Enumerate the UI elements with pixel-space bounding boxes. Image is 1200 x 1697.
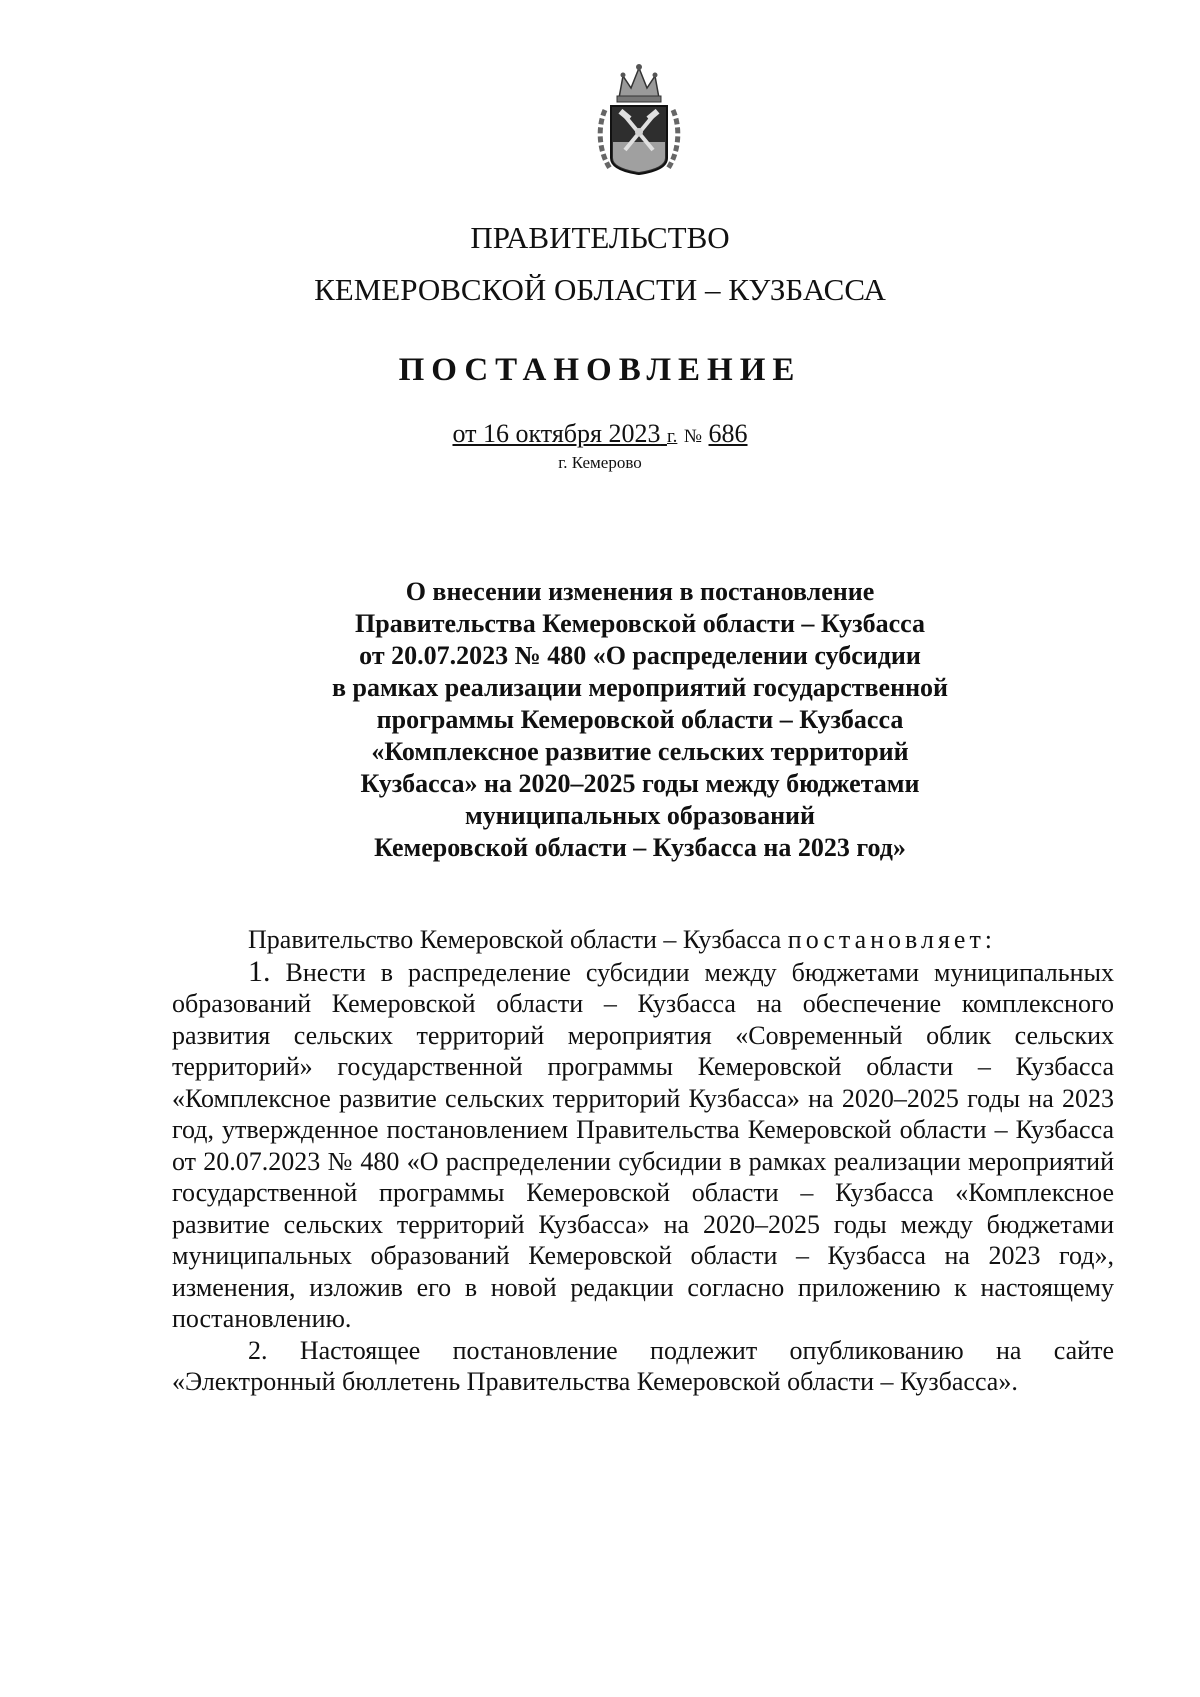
decree-city: г. Кемерово xyxy=(558,453,642,472)
item-1-paragraph xyxy=(172,956,1114,1335)
decree-date-number xyxy=(0,418,1200,453)
item-2-paragraph: 2. Настоящее постановление подлежит опубликованию на сайте «Электронный бюллетень Правительства Кемеровской области – Кузбасса». xyxy=(172,1335,1114,1396)
title-line: Правительства Кемеровской области – Кузбасса xyxy=(355,609,925,638)
title-line: О внесении изменения в постановление xyxy=(405,577,875,606)
decree-title xyxy=(200,576,1080,864)
title-line: Кузбасса» на 2020–2025 годы между бюджетами xyxy=(360,769,920,798)
decree-body xyxy=(172,924,1114,1398)
kuzbass-coat-of-arms-icon xyxy=(597,58,681,180)
intro-text: Правительство Кемеровской области – Кузбасса xyxy=(248,925,788,954)
document-type: ПОСТАНОВЛЕНИЕ xyxy=(398,352,802,388)
decree-number: 686 xyxy=(708,419,748,448)
item-1-text: Внести в распределение субсидии между бюджетами муниципальных образований Кемеровской области – Кузбасса на обеспечение комплексного развития сельских территорий мероприятия «Современный облик сельских территорий» государственной программы Кемеровской области – Кузбасса «Комплексное развитие сельских территорий Кузбасса» на 2020–2025 годы на 2023 год, утвержденное постановлением Правительства Кемеровской области – Кузбасса от 20.07.2023 № 480 «О распределении субсидии в рамках реализации мероприятий государственной программы Кемеровской области – Кузбасса «Комплексное развитие сельских территорий Кузбасса» на 2020–2025 годы между бюджетами муниципальных образований Кемеровской области – Кузбасса на 2023 год», изменения, изложив его в новой редакции согласно приложению к настоящему постановлению. xyxy=(172,957,1114,1333)
number-sign: № xyxy=(683,426,703,447)
item-1-number: 1. xyxy=(248,954,271,988)
title-line: от 20.07.2023 № 480 «О распределении субсидии xyxy=(359,641,921,670)
decree-date: от 16 октября 2023 xyxy=(452,419,661,448)
title-line: в рамках реализации мероприятий государственной xyxy=(331,673,949,702)
government-name-line2: КЕМЕРОВСКОЙ ОБЛАСТИ – КУЗБАССА xyxy=(314,272,886,307)
year-suffix: г. xyxy=(666,426,678,447)
title-line: программы Кемеровской области – Кузбасса xyxy=(376,705,904,734)
intro-paragraph xyxy=(172,924,1114,956)
title-line: «Комплексное развитие сельских территорий xyxy=(371,737,909,766)
intro-resolves: постановляет: xyxy=(787,925,997,954)
title-line: муниципальных образований xyxy=(464,801,816,830)
government-name-line1: ПРАВИТЕЛЬСТВО xyxy=(470,220,730,255)
title-line: Кемеровской области – Кузбасса на 2023 год» xyxy=(374,833,906,862)
